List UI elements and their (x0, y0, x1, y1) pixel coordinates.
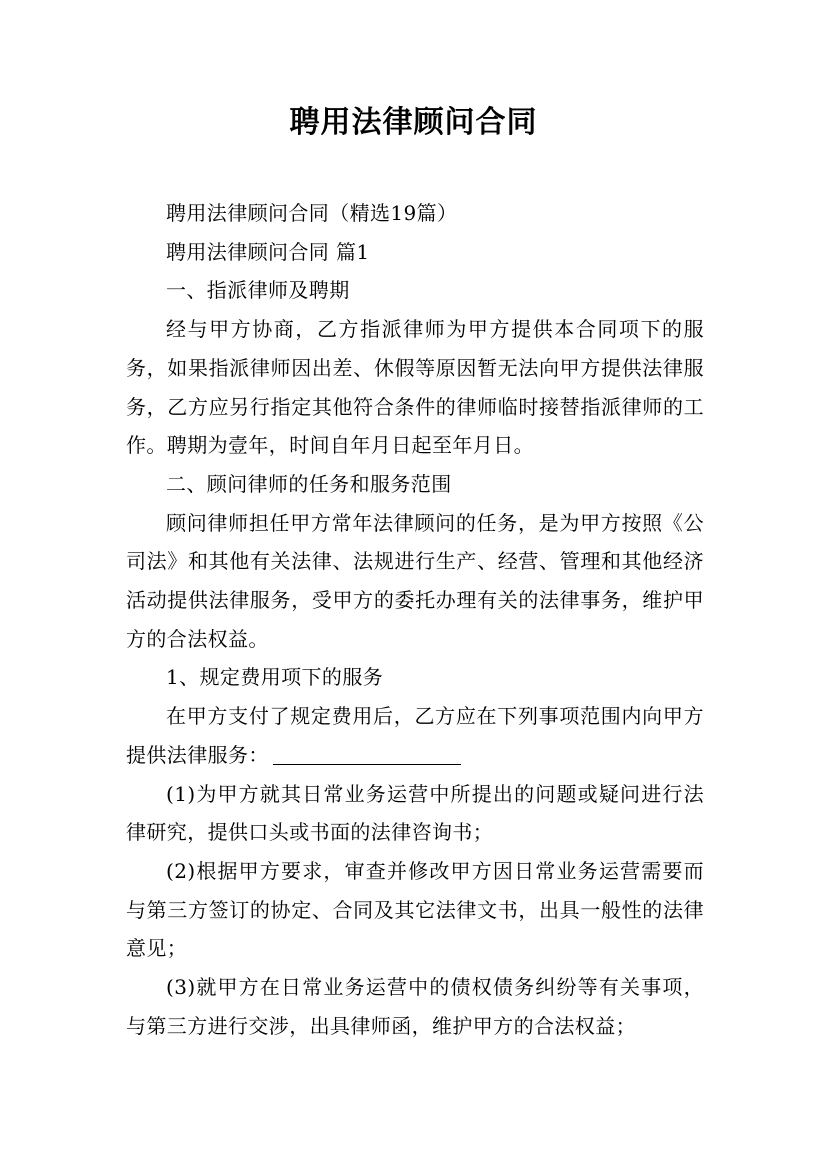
paragraph-heading-2: 二、顾问律师的任务和服务范围 (166, 471, 452, 496)
list-item: (2)根据甲方要求，审查并修改甲方因日常业务运营需要而与第三方签订的协定、合同及其它法律文书，出具一般性的法律意见； (126, 858, 704, 961)
document-body (126, 194, 704, 1045)
list-item: (1)为甲方就其日常业务运营中所提出的问题或疑问进行法律研究，提供口头或书面的法律咨询书； (126, 781, 704, 845)
paragraph-section-heading: 聘用法律顾问合同 篇1 (166, 239, 370, 264)
list-item: (3)就甲方在日常业务运营中的债权债务纠纷等有关事项，与第三方进行交涉，出具律师函，维护甲方的合法权益； (126, 975, 704, 1038)
paragraph-heading-1: 一、指派律师及聘期 (166, 278, 350, 303)
document-title: 聘用法律顾问合同 (289, 105, 538, 140)
paragraph-text: 顾问律师担任甲方常年法律顾问的任务，是为甲方按照《公司法》和其他有关法律、法规进行生产、经营、管理和其他经济活动提供法律服务，受甲方的委托办理有关的法律事务，维护甲方的合法权益。 (126, 510, 704, 651)
fill-in-blank-line (273, 744, 461, 765)
paragraph-subheading: 1、规定费用项下的服务 (166, 665, 384, 690)
paragraph-text: 经与甲方协商，乙方指派律师为甲方提供本合同项下的服务，如果指派律师因出差、休假等原因暂无法向甲方提供法律服务，乙方应另行指定其他符合条件的律师临时接替指派律师的工作。聘期为壹年，时间自年月日起至年月日。 (126, 317, 704, 458)
paragraph-text-fragment: 在甲方支付了规定费用后，乙方应在下列事项范围内向甲方提供法律服务： (126, 704, 704, 767)
paragraph-text-with-blank (126, 697, 704, 774)
paragraph-subtitle: 聘用法律顾问合同（精选19篇） (166, 201, 458, 225)
